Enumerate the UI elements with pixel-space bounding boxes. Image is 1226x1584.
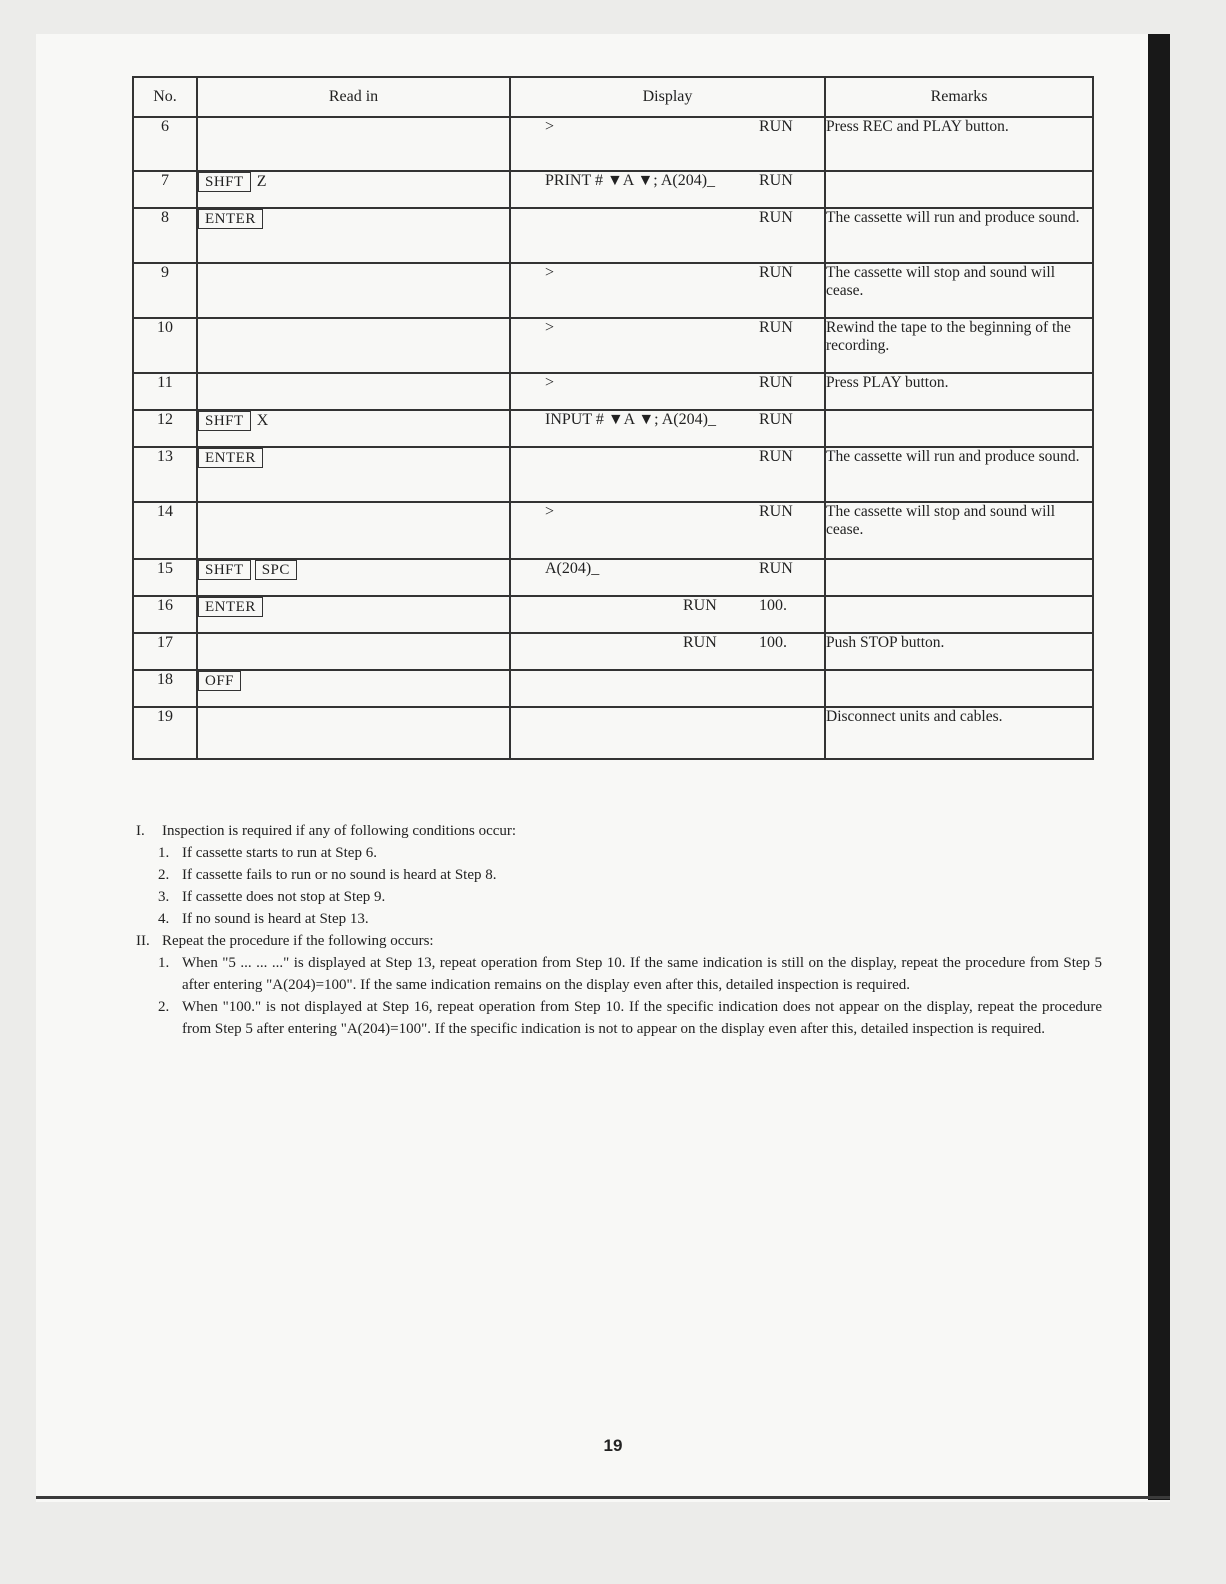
display-readout <box>511 411 824 433</box>
list-item-text: If cassette does not stop at Step 9. <box>182 889 386 905</box>
read-in-cell <box>197 670 510 707</box>
list-item <box>158 864 1102 886</box>
table-row <box>133 373 1093 410</box>
table-row <box>133 208 1093 263</box>
key-cap: SHFT <box>198 411 251 431</box>
display-text: > <box>545 118 555 135</box>
list-item-number: 1. <box>158 955 170 971</box>
display-status: RUN <box>759 448 793 465</box>
remarks-cell <box>825 171 1093 208</box>
display-readout <box>511 264 824 286</box>
read-in-cell <box>197 117 510 171</box>
display-readout <box>511 209 824 231</box>
table-header-row <box>133 77 1093 117</box>
read-in-cell <box>197 373 510 410</box>
read-in-cell <box>197 633 510 670</box>
display-readout <box>511 118 824 140</box>
remarks-cell: Disconnect units and cables. <box>825 707 1093 759</box>
page-number: 19 <box>603 1436 623 1455</box>
note-section-2-title <box>136 930 1102 952</box>
display-cell <box>510 559 825 596</box>
list-item <box>158 952 1102 996</box>
table-body <box>133 117 1093 759</box>
remarks-cell <box>825 596 1093 633</box>
read-in-cell <box>197 263 510 318</box>
display-readout <box>511 374 824 396</box>
scan-edge-bottom <box>36 1496 1170 1499</box>
display-cell <box>510 707 825 759</box>
display-status: RUN <box>759 503 793 520</box>
display-readout <box>511 671 824 693</box>
display-readout <box>511 634 824 656</box>
list-item-text: When "100." is not displayed at Step 16, repeat operation from Step 10. If the specific indication does not appear on the display, repeat the procedure from Step 5 after entering "A(204)=100". If the specific indication is not to appear on the display even after this, detailed inspection is required. <box>182 999 1102 1037</box>
step-number: 16 <box>133 596 197 633</box>
read-in-cell <box>197 171 510 208</box>
list-item <box>158 908 1102 930</box>
table-row <box>133 117 1093 171</box>
display-cell <box>510 117 825 171</box>
key-cap: ENTER <box>198 448 263 468</box>
display-cell <box>510 670 825 707</box>
display-readout <box>511 597 824 619</box>
display-cell <box>510 373 825 410</box>
step-number: 12 <box>133 410 197 447</box>
key-letter: X <box>256 412 269 429</box>
list-item-number: 4. <box>158 911 170 927</box>
step-number: 7 <box>133 171 197 208</box>
table-row <box>133 263 1093 318</box>
remarks-cell <box>825 670 1093 707</box>
read-in-cell <box>197 707 510 759</box>
display-readout <box>511 708 824 730</box>
header-no: No. <box>133 77 197 117</box>
display-status: RUN <box>759 411 793 428</box>
display-readout <box>511 319 824 341</box>
display-cell <box>510 263 825 318</box>
display-cell <box>510 447 825 502</box>
display-readout <box>511 503 824 525</box>
key-cap: ENTER <box>198 209 263 229</box>
table-row <box>133 707 1093 759</box>
display-status: RUN <box>759 374 793 391</box>
display-value: 100. <box>759 597 787 614</box>
list-item-text: If no sound is heard at Step 13. <box>182 911 369 927</box>
remarks-cell: Push STOP button. <box>825 633 1093 670</box>
table-row <box>133 171 1093 208</box>
procedure-table <box>132 76 1094 760</box>
display-cell <box>510 208 825 263</box>
list-item <box>158 996 1102 1040</box>
key-letter: Z <box>256 173 267 190</box>
display-readout <box>511 560 824 582</box>
table-row <box>133 410 1093 447</box>
roman-numeral-1: I. <box>136 823 145 839</box>
remarks-cell: Press REC and PLAY button. <box>825 117 1093 171</box>
list-item <box>158 842 1102 864</box>
scan-edge-right <box>1148 34 1170 1500</box>
remarks-cell: The cassette will stop and sound will cease. <box>825 502 1093 559</box>
key-cap: OFF <box>198 671 241 691</box>
step-number: 6 <box>133 117 197 171</box>
read-in-cell <box>197 447 510 502</box>
display-mode: RUN <box>683 634 717 651</box>
read-in-cell <box>197 318 510 373</box>
step-number: 11 <box>133 373 197 410</box>
header-remarks: Remarks <box>825 77 1093 117</box>
display-status: RUN <box>759 118 793 135</box>
display-status: RUN <box>759 172 793 189</box>
step-number: 9 <box>133 263 197 318</box>
read-in-cell <box>197 502 510 559</box>
step-number: 19 <box>133 707 197 759</box>
list-item-number: 2. <box>158 867 170 883</box>
key-cap: SHFT <box>198 172 251 192</box>
list-item-number: 3. <box>158 889 170 905</box>
display-status: RUN <box>759 209 793 226</box>
display-cell <box>510 410 825 447</box>
display-cell <box>510 633 825 670</box>
note-section-2-list <box>136 952 1102 1040</box>
table-row <box>133 447 1093 502</box>
key-cap: SPC <box>255 560 297 580</box>
display-cell <box>510 596 825 633</box>
display-text: INPUT # ▼A ▼; A(204)_ <box>545 411 716 428</box>
table-row <box>133 559 1093 596</box>
key-cap: ENTER <box>198 597 263 617</box>
display-text: > <box>545 319 555 336</box>
header-display: Display <box>510 77 825 117</box>
remarks-cell <box>825 559 1093 596</box>
remarks-cell: The cassette will run and produce sound. <box>825 447 1093 502</box>
table-row <box>133 633 1093 670</box>
list-item-text: If cassette fails to run or no sound is heard at Step 8. <box>182 867 497 883</box>
list-item-text: When "5 ... ... ..." is displayed at Step 13, repeat operation from Step 10. If the same indication is still on the display, repeat the procedure from Step 5 after entering "A(204)=100". If the same indication remains on the display even after this, detailed inspection is required. <box>182 955 1102 993</box>
note-section-1-title <box>136 820 1102 842</box>
step-number: 13 <box>133 447 197 502</box>
list-item <box>158 886 1102 908</box>
step-number: 17 <box>133 633 197 670</box>
header-read-in: Read in <box>197 77 510 117</box>
display-cell <box>510 502 825 559</box>
key-cap: SHFT <box>198 560 251 580</box>
display-mode: RUN <box>683 597 717 614</box>
read-in-cell <box>197 596 510 633</box>
display-text: > <box>545 264 555 281</box>
roman-numeral-2: II. <box>136 933 150 949</box>
display-text: > <box>545 374 555 391</box>
step-number: 10 <box>133 318 197 373</box>
display-text: > <box>545 503 555 520</box>
display-readout <box>511 448 824 470</box>
list-item-text: If cassette starts to run at Step 6. <box>182 845 377 861</box>
note-section-2-text: Repeat the procedure if the following occurs: <box>162 933 434 949</box>
step-number: 8 <box>133 208 197 263</box>
display-readout <box>511 172 824 194</box>
remarks-cell: The cassette will stop and sound will cease. <box>825 263 1093 318</box>
note-section-1-text: Inspection is required if any of following conditions occur: <box>162 823 517 839</box>
display-text: PRINT # ▼A ▼; A(204)_ <box>545 172 716 189</box>
note-section-1-list <box>136 842 1102 930</box>
list-item-number: 1. <box>158 845 170 861</box>
notes-section <box>136 820 1102 1040</box>
remarks-cell <box>825 410 1093 447</box>
step-number: 18 <box>133 670 197 707</box>
list-item-number: 2. <box>158 999 170 1015</box>
step-number: 15 <box>133 559 197 596</box>
display-value: 100. <box>759 634 787 651</box>
display-status: RUN <box>759 264 793 281</box>
table-row <box>133 318 1093 373</box>
display-text: A(204)_ <box>545 560 600 577</box>
read-in-cell <box>197 208 510 263</box>
remarks-cell: Rewind the tape to the beginning of the recording. <box>825 318 1093 373</box>
display-status: RUN <box>759 319 793 336</box>
table-row <box>133 502 1093 559</box>
table-row <box>133 596 1093 633</box>
display-status: RUN <box>759 560 793 577</box>
step-number: 14 <box>133 502 197 559</box>
remarks-cell: Press PLAY button. <box>825 373 1093 410</box>
display-cell <box>510 171 825 208</box>
read-in-cell <box>197 559 510 596</box>
table-row <box>133 670 1093 707</box>
read-in-cell <box>197 410 510 447</box>
display-cell <box>510 318 825 373</box>
remarks-cell: The cassette will run and produce sound. <box>825 208 1093 263</box>
